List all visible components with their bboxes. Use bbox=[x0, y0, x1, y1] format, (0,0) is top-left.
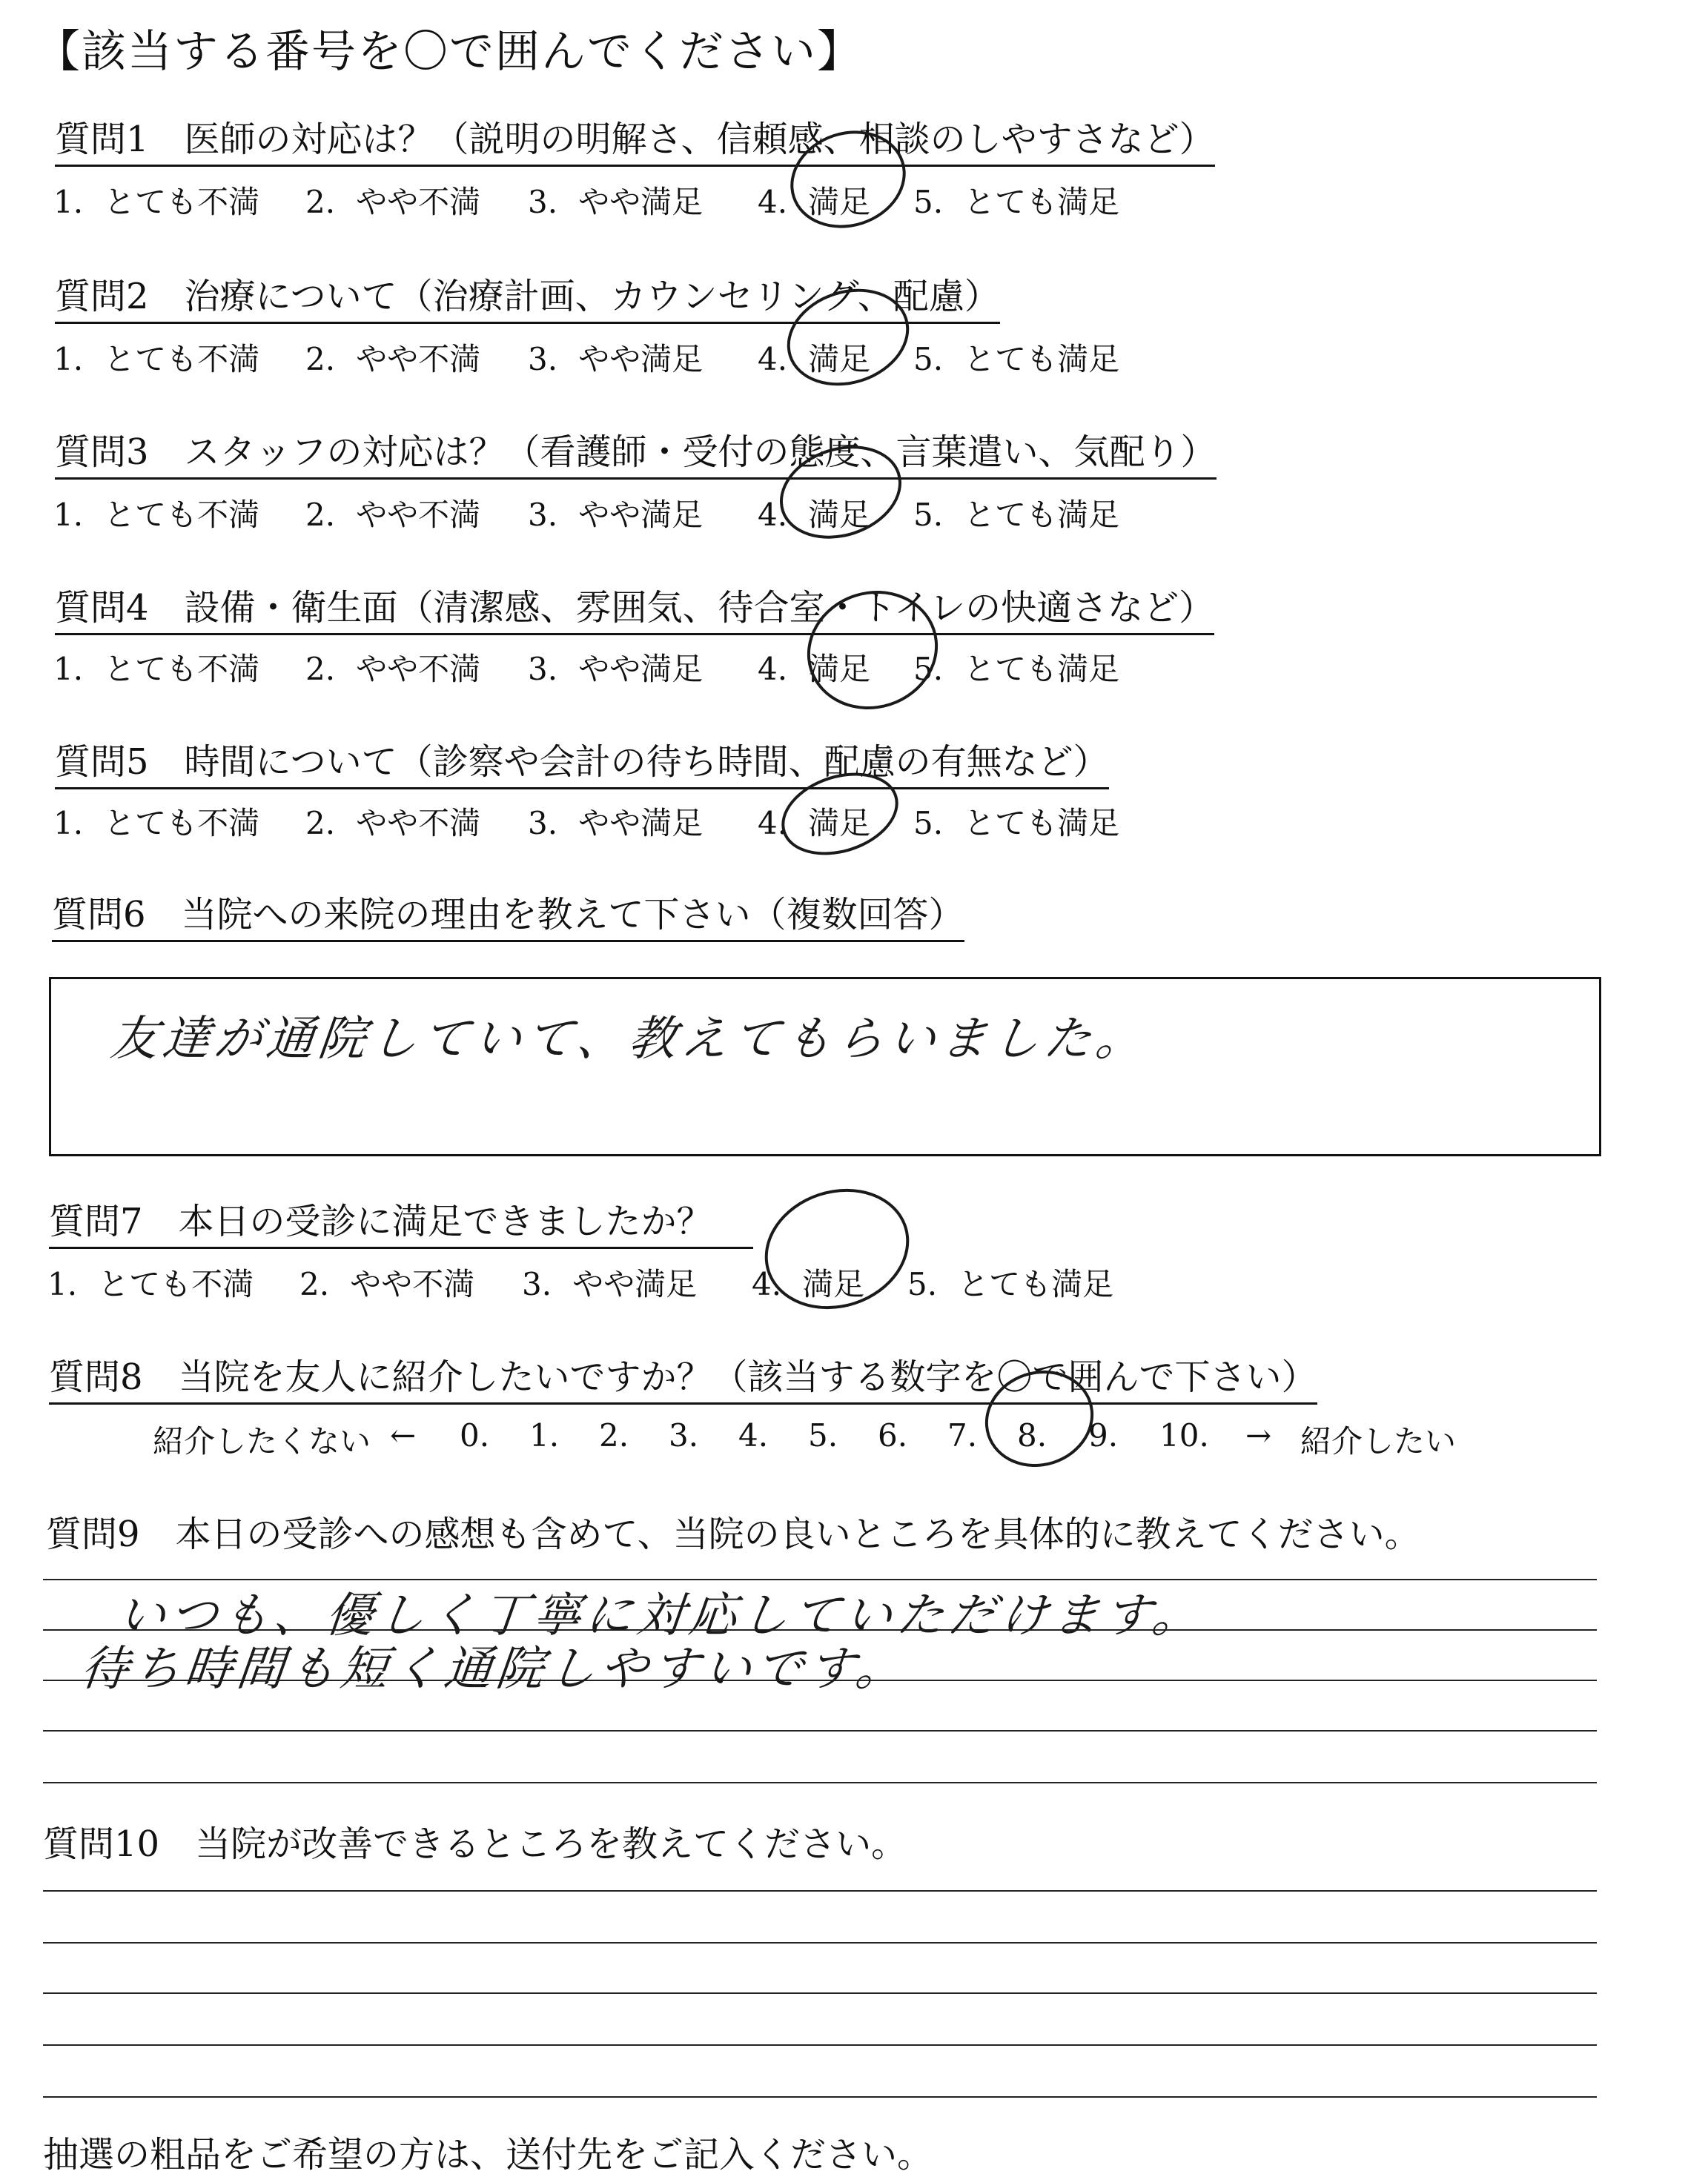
option-5-label[interactable]: とても満足 bbox=[964, 184, 1120, 220]
option-3-label[interactable]: やや満足 bbox=[572, 1266, 698, 1302]
answer-line bbox=[43, 2096, 1597, 2098]
left-arrow-icon: ← bbox=[390, 1417, 417, 1454]
scale-left-label: 紹介したくない bbox=[153, 1423, 371, 1459]
option-2-label[interactable]: やや不満 bbox=[356, 184, 481, 220]
question-6-title bbox=[52, 892, 964, 942]
answer-line bbox=[43, 1890, 1597, 1892]
option-5-label[interactable]: とても満足 bbox=[964, 497, 1120, 533]
answer-line bbox=[43, 1992, 1597, 1994]
option-4-label[interactable]: 満足 bbox=[808, 651, 871, 687]
question-2-number: 質問2 bbox=[55, 276, 149, 317]
scale-option-6[interactable]: 6. bbox=[878, 1417, 908, 1454]
question-7-number: 質問7 bbox=[49, 1201, 143, 1242]
option-3-label[interactable]: やや満足 bbox=[578, 651, 704, 687]
question-5-title bbox=[55, 740, 1109, 789]
answer-line bbox=[43, 1782, 1597, 1783]
question-2-text: 治療について（治療計画、カウンセリング、配慮） bbox=[184, 276, 1000, 317]
scale-option-1[interactable]: 1. bbox=[529, 1417, 560, 1454]
option-3-label[interactable]: やや満足 bbox=[578, 805, 704, 841]
question-9-title bbox=[46, 1512, 1420, 1560]
question-9-number: 質問9 bbox=[46, 1514, 140, 1555]
question-8-number: 質問8 bbox=[49, 1356, 143, 1398]
question-1-number: 質問1 bbox=[55, 119, 149, 160]
option-4-label[interactable]: 満足 bbox=[808, 184, 871, 220]
scale-right-label: 紹介したい bbox=[1300, 1423, 1457, 1459]
question-4-title bbox=[55, 586, 1214, 635]
footer-note: 抽選の粗品をご希望の方は、送付先をご記入ください。 bbox=[43, 2134, 933, 2176]
scale-option-2[interactable]: 2. bbox=[599, 1417, 629, 1454]
scale-option-9[interactable]: 9. bbox=[1088, 1417, 1119, 1454]
answer-line bbox=[43, 2044, 1597, 2046]
option-1-label[interactable]: とても不満 bbox=[104, 651, 260, 687]
option-3-label[interactable]: やや満足 bbox=[578, 341, 704, 377]
question-10-title bbox=[43, 1822, 907, 1869]
question-6-text: 当院への来院の理由を教えて下さい（複数回答） bbox=[181, 894, 964, 935]
option-3-label[interactable]: やや満足 bbox=[578, 184, 704, 220]
scale-option-8[interactable]: 8. bbox=[1017, 1417, 1047, 1454]
option-1-label[interactable]: とても不満 bbox=[104, 497, 260, 533]
question-10-text: 当院が改善できるところを教えてください。 bbox=[195, 1823, 907, 1865]
option-1-label[interactable]: とても不満 bbox=[104, 805, 260, 841]
question-7-text: 本日の受診に満足できましたか？ bbox=[178, 1201, 712, 1242]
option-5-label[interactable]: とても満足 bbox=[964, 341, 1120, 377]
option-2-label[interactable]: やや不満 bbox=[356, 341, 481, 377]
scale-option-3[interactable]: 3. bbox=[669, 1417, 699, 1454]
question-9-handwritten-line-1: いつも、優しく丁寧に対応していただけます。 bbox=[115, 1588, 1208, 1643]
question-3-title bbox=[55, 430, 1217, 480]
scale-option-7[interactable]: 7. bbox=[947, 1417, 978, 1454]
option-4-label[interactable]: 満足 bbox=[802, 1266, 865, 1302]
question-1-text: 医師の対応は？（説明の明解さ、信頼感、相談のしやすさなど） bbox=[184, 119, 1215, 160]
question-4-number: 質問4 bbox=[55, 587, 149, 629]
question-8-text: 当院を友人に紹介したいですか？（該当する数字を〇で囲んで下さい） bbox=[178, 1356, 1317, 1398]
answer-line bbox=[43, 1942, 1597, 1944]
question-3-text: スタッフの対応は？（看護師・受付の態度、言葉遣い、気配り） bbox=[184, 431, 1217, 473]
option-2-label[interactable]: やや不満 bbox=[356, 805, 481, 841]
question-1-title bbox=[55, 117, 1215, 167]
option-5-label[interactable]: とても満足 bbox=[964, 805, 1120, 841]
option-2-label[interactable]: やや不満 bbox=[356, 497, 481, 533]
right-arrow-icon: → bbox=[1245, 1417, 1272, 1454]
question-6-handwritten-answer: 友達が通院していて、教えてもらいました。 bbox=[107, 1012, 1151, 1067]
option-4-label[interactable]: 満足 bbox=[808, 497, 871, 533]
option-2-label[interactable]: やや不満 bbox=[356, 651, 481, 687]
question-9-text: 本日の受診への感想も含めて、当院の良いところを具体的に教えてください。 bbox=[175, 1514, 1420, 1555]
question-5-number: 質問5 bbox=[55, 741, 149, 783]
question-5-text: 時間について（診察や会計の待ち時間、配慮の有無など） bbox=[184, 741, 1109, 783]
question-6-number: 質問6 bbox=[52, 894, 146, 935]
question-8-title bbox=[49, 1355, 1317, 1405]
scale-option-0[interactable]: 0. bbox=[460, 1417, 490, 1454]
option-4-label[interactable]: 満足 bbox=[808, 341, 871, 377]
option-5-label[interactable]: とても満足 bbox=[958, 1266, 1114, 1302]
scale-option-4[interactable]: 4. bbox=[738, 1417, 769, 1454]
scale-option-5[interactable]: 5. bbox=[808, 1417, 838, 1454]
question-10-number: 質問10 bbox=[43, 1823, 160, 1865]
option-5-label[interactable]: とても満足 bbox=[964, 651, 1120, 687]
option-1-label[interactable]: とても不満 bbox=[98, 1266, 254, 1302]
question-4-text: 設備・衛生面（清潔感、雰囲気、待合室・トイレの快適さなど） bbox=[184, 587, 1215, 629]
option-4-label[interactable]: 満足 bbox=[808, 805, 871, 841]
form-header: 【該当する番号を〇で囲んでください】 bbox=[36, 26, 863, 78]
option-1-label[interactable]: とても不満 bbox=[104, 341, 260, 377]
question-9-handwritten-line-2: 待ち時間も短く通院しやすいです。 bbox=[78, 1642, 911, 1697]
question-7-title bbox=[49, 1199, 753, 1249]
answer-line bbox=[43, 1730, 1597, 1732]
question-3-number: 質問3 bbox=[55, 431, 149, 473]
option-2-label[interactable]: やや不満 bbox=[350, 1266, 475, 1302]
option-1-label[interactable]: とても不満 bbox=[104, 184, 260, 220]
option-3-label[interactable]: やや満足 bbox=[578, 497, 704, 533]
scale-option-10[interactable]: 10. bbox=[1159, 1417, 1209, 1454]
